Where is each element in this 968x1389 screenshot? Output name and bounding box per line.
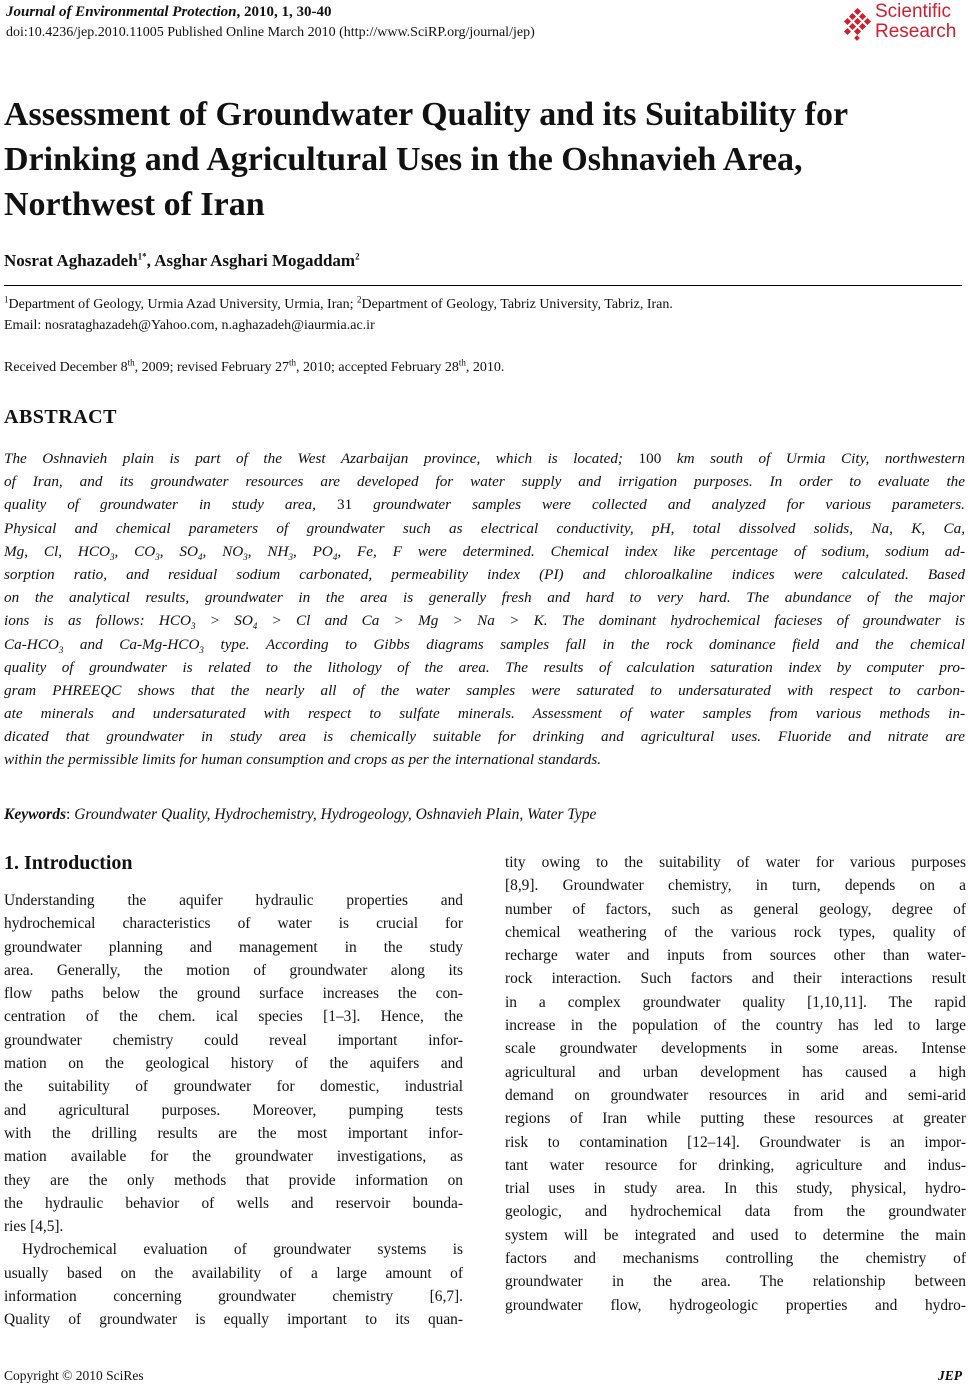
journal-name: Journal of Environmental Protection (6, 4, 237, 20)
abstract-line (4, 447, 965, 470)
affil-sup-2: 2 (356, 294, 362, 305)
body-line: the suitability of groundwater for domestic, industrial (4, 1078, 463, 1096)
body-line: Understanding the aquifer hydraulic properties and (4, 892, 463, 909)
journal-volume: , 2010, 1, 30-40 (236, 4, 332, 20)
affil-1: Department of Geology, Urmia Azad University, Urmia, Iran; (8, 297, 357, 312)
abstract-line: of Iran, and its groundwater resources are developed for water supply and irrigation purposes. In order to evaluate the (4, 473, 965, 491)
author-2: Asghar Asghari Mogaddam (154, 251, 356, 270)
body-column-right (505, 851, 966, 1317)
journal-abbrev-footer: JEP (937, 1368, 962, 1383)
revised-sup: th (288, 357, 296, 368)
body-line: increase in the population of the country has led to large (505, 1017, 966, 1035)
body-line: groundwater in the area. The relationship between (505, 1273, 966, 1291)
author-2-affil: 2 (355, 251, 360, 262)
body-line: chemical weathering of the various rock types, quality of (505, 923, 966, 941)
author-1: Nosrat Aghazadeh (4, 251, 138, 270)
body-line: the hydraulic behavior of wells and reservoir bounda- (4, 1194, 463, 1212)
received-part: Received December 8 (4, 360, 128, 375)
body-line: trial uses in study area. In this study, physical, hydro- (505, 1180, 966, 1198)
body-line: flow paths below the ground surface increases the con- (4, 985, 463, 1003)
copyright-footer: Copyright © 2010 SciRes (4, 1368, 144, 1383)
keywords-label: Keywords (4, 806, 66, 823)
accepted-sup: th (458, 357, 466, 368)
body-line: geologic, and hydrochemical data from the groundwater (505, 1203, 966, 1221)
abstract-body (4, 447, 965, 772)
body-line: usually based on the availability of a large amount of (4, 1264, 463, 1282)
body-line: area. Generally, the motion of groundwater along its (4, 961, 463, 979)
abstract-line: ions is as follows: $HCO_3 > SO_4 > Cl$ and Ca > Mg > Na > K. The dominant hydrochemical facieses of groundwater is (4, 612, 965, 632)
body-line: system will be integrated and used to determine the main (505, 1226, 966, 1244)
body-line: regions of Iran while putting these resources at greater (505, 1110, 966, 1128)
abstract-number: 100 (638, 450, 662, 467)
body-line: groundwater planning and management in the study (4, 938, 463, 956)
body-line: Quality of groundwater is equally important to its quan- (4, 1311, 463, 1329)
body-line: tant water resource for drinking, agriculture and indus- (505, 1156, 966, 1174)
body-line: factors and mechanisms controlling the chemistry of (505, 1250, 966, 1268)
body-line: scale groundwater developments in some areas. Intense (505, 1040, 966, 1058)
abstract-line: on the analytical results, groundwater in the area is generally fresh and hard to very hard. The abundance of the major (4, 589, 965, 607)
body-line: number of factors, such as general geology, degree of (505, 900, 966, 918)
body-line: demand on groundwater resources in arid and semi-arid (505, 1086, 966, 1104)
revised-part: , 2009; revised February 27 (134, 360, 289, 375)
abstract-line: Physical and chemical parameters of groundwater such as electrical conductivity, pH, total dissolved solids, Na, K, Ca, (4, 519, 965, 537)
logo-line-2: Research (875, 21, 957, 42)
journal-citation (6, 4, 331, 21)
doi-line: doi:10.4236/jep.2010.11005 Published Online March 2010 (http://www.SciRP.org/journal/jep) (6, 25, 535, 40)
keywords (4, 806, 596, 824)
body-line: agricultural and urban development has caused a high (505, 1063, 966, 1081)
abstract-line: sorption ratio, and residual sodium carbonated, permeability index (PI) and chloroalkaline indices were calculated. Based (4, 565, 965, 583)
body-line: tity owing to the suitability of water for various purposes (505, 854, 966, 871)
body-line: recharge water and inputs from sources other than water- (505, 947, 966, 965)
logo-line-1: Scientific (875, 1, 952, 22)
body-line: rock interaction. Such factors and their interactions result (505, 970, 966, 988)
abstract-line: dicated that groundwater in study area is chemically suitable for drinking and agricultural uses. Fluoride and nitrate are (4, 728, 965, 746)
abstract-text: The Oshnavieh plain is part of the West Azarbaijan province, which is located; (4, 450, 639, 467)
logo-text (875, 2, 956, 42)
body-line: [8,9]. Groundwater chemistry, in turn, depends on a (505, 877, 966, 895)
body-line: with the drilling results are the most important infor- (4, 1124, 463, 1142)
body-line: information concerning groundwater chemistry [6,7]. (4, 1288, 463, 1306)
abstract-line (4, 493, 965, 516)
body-line: risk to contamination [12–14]. Groundwater is an impor- (505, 1133, 966, 1151)
affiliations (4, 294, 673, 313)
author-list (4, 251, 360, 271)
body-line: groundwater chemistry could reveal important infor- (4, 1031, 463, 1049)
abstract-text: km south of Urmia City, northwestern (661, 450, 965, 467)
keywords-text: Groundwater Quality, Hydrochemistry, Hydrogeology, Oshnavieh Plain, Water Type (74, 806, 597, 823)
body-line: they are the only methods that provide information on (4, 1171, 463, 1189)
accepted-year: , 2010. (465, 360, 505, 375)
abstract-heading: ABSTRACT (4, 406, 117, 428)
body-line: and agricultural purposes. Moreover, pumping tests (4, 1101, 463, 1119)
body-column-left (4, 889, 463, 1332)
body-line: ries [4,5]. (4, 1218, 64, 1236)
author-1-affil: 1* (137, 251, 147, 262)
affil-2: Department of Geology, Tabriz University, Tabriz, Iran. (361, 297, 673, 312)
scientific-research-logo (840, 2, 964, 46)
section-heading-introduction: 1. Introduction (4, 852, 133, 874)
keywords-colon: : (66, 806, 75, 823)
body-line: hydrochemical characteristics of water is crucial for (4, 915, 463, 933)
author-separator: , (146, 251, 155, 270)
header-divider (4, 285, 962, 286)
diamond-grid-icon (840, 8, 874, 42)
received-dates (4, 357, 505, 376)
accepted-part: , 2010; accepted February 28 (296, 360, 459, 375)
body-line: centration of the chem. ical species [1–3]. Hence, the (4, 1008, 463, 1026)
body-line: groundwater flow, hydrogeologic properties and hydro- (505, 1296, 966, 1314)
body-line: in a complex groundwater quality [1,10,11]. The rapid (505, 993, 966, 1011)
abstract-line: within the permissible limits for human consumption and crops as per the international standards. (4, 751, 602, 769)
abstract-number: 31 (336, 496, 353, 514)
received-sup: th (127, 357, 135, 368)
body-line: mation available for the groundwater investigations, as (4, 1148, 463, 1166)
abstract-text: quality of groundwater in study area, (4, 496, 337, 514)
affil-sup-1: 1 (4, 294, 9, 305)
abstract-line: ate minerals and undersaturated with respect to sulfate minerals. Assessment of water samples from various methods in- (4, 705, 965, 723)
email-line: Email: nosrataghazadeh@Yahoo.com, n.aghazadeh@iaurmia.ac.ir (4, 318, 375, 333)
abstract-line: $Ca-HCO_3$ and $Ca-Mg-HCO_3$ type. According to Gibbs diagrams samples fall in the rock dominance field and the chemical (4, 635, 965, 655)
abstract-line: quality of groundwater is related to the lithology of the area. The results of calculation saturation index by computer pro- (4, 658, 965, 676)
body-line: Hydrochemical evaluation of groundwater systems is (22, 1241, 463, 1259)
body-line: mation on the geological history of the aquifers and (4, 1055, 463, 1073)
abstract-line: gram PHREEQC shows that the nearly all of the water samples were saturated to undersaturated with respect to carbon- (4, 681, 965, 699)
abstract-text: groundwater samples were collected and analyzed for various parameters. (352, 496, 965, 514)
paper-title: Assessment of Groundwater Quality and its Suitability for Drinking and Agricultural Uses in the Oshnavieh Area, Northwest of Iran (4, 96, 848, 223)
abstract-line: Mg, Cl, $HCO_3$, $CO_3$, $SO_4$, $NO_3$, $NH_3$, $PO_4$, Fe, F were determined. Chemical index like percentage of sodium, sodium ad- (4, 542, 966, 562)
